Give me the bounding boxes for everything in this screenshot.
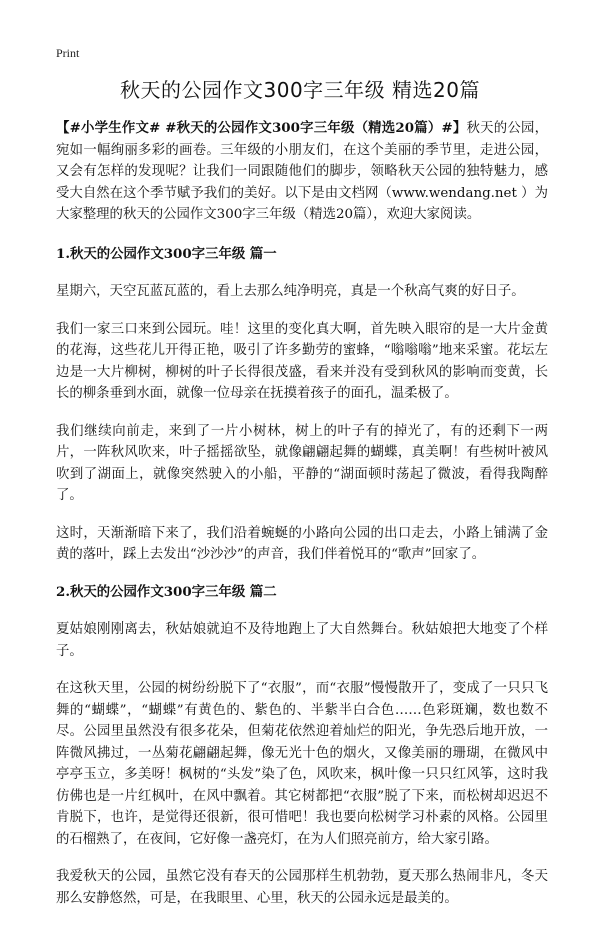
paragraph: 这时，天渐渐暗下来了，我们沿着蜿蜒的小路向公园的出口走去，小路上铺满了金黄的落叶，踩上去发出“沙沙沙”的声音，我们伴着悦耳的“歌声”回家了。: [56, 525, 548, 562]
intro-text: 秋天的公园，宛如一幅绚丽多彩的画卷。三年级的小朋友们，在这个美丽的季节里，走进公园，又会有怎样的发现呢？让我们一同跟随他们的脚步，领略秋天公园的独特魅力，感受大自然在这个季节赋予我们的美好。以下是由文档网（www.wendang.net ）为大家整理的秋天的公园作文300字三年级（精选20篇），欢迎大家阅读。: [56, 121, 548, 222]
section-heading: 1.秋天的公园作文300字三年级 篇一: [56, 245, 277, 262]
paragraph: 夏姑娘刚刚离去，秋姑娘就迫不及待地跑上了大自然舞台。秋姑娘把大地变了个样子。: [56, 622, 548, 659]
paragraph: 我们继续向前走，来到了一片小树林，树上的叶子有的掉光了，有的还剩下一两片，一阵秋风吹来，叶子摇摇欲坠，就像翩翩起舞的蝴蝶，真美啊！有些树叶被风吹到了湖面上，就像突然驶入的小船，平静的“湖面顿时荡起了微波，看得我陶醉了。: [56, 423, 548, 503]
document-body: [56, 118, 548, 925]
section-heading: 2.秋天的公园作文300字三年级 篇二: [56, 583, 277, 600]
intro-paragraph: [56, 118, 548, 226]
paragraph: 我们一家三口来到公园玩。哇！这里的变化真大啊，首先映入眼帘的是一大片金黄的花海，这些花儿开得正艳，吸引了许多勤劳的蜜蜂，“嗡嗡嗡”地来采蜜。花坛左边是一大片柳树，柳树的叶子长得很茂盛，看来并没有受到秋风的影响而变黄，长长的柳条垂到水面，就像一位母亲在抚摸着孩子的面孔，温柔极了。: [56, 321, 548, 401]
page-title: 秋天的公园作文300字三年级 精选20篇: [120, 78, 480, 102]
paragraph: 我爱秋天的公园，虽然它没有春天的公园那样生机勃勃，夏天那么热闹非凡，冬天那么安静悠然，可是，在我眼里、心里，秋天的公园永远是最美的。: [56, 869, 548, 906]
paragraph: 在这秋天里，公园的树纷纷脱下了“衣服”，而“衣服”慢慢散开了，变成了一只只飞舞的“蝴蝶”，“蝴蝶”有黄色的、紫色的、半紫半白合色……色彩斑斓，数也数不尽。公园里虽然没有很多花朵，但菊花依然迎着灿烂的阳光，争先恐后地开放，一阵微风拂过，一丛菊花翩翩起舞，像无光十色的烟火，又像美丽的珊瑚，在微风中亭亭玉立，多美呀！枫树的“头发”染了色，风吹来，枫叶像一只只红风筝，这时我仿佛也是一片红枫叶，在风中飘着。其它树都把“衣服”脱了下来，而松树却迟迟不肯脱下，也许，是觉得还很新，很可惜吧！我也要向松树学习朴素的风格。公园里的石榴熟了，在夜间，它好像一盏亮灯，在为人们照亮前方，给大家引路。: [56, 681, 548, 847]
intro-tag: 【#小学生作文# #秋天的公园作文300字三年级（精选20篇）#】: [56, 120, 467, 136]
print-label: Print: [56, 46, 80, 60]
paragraph: 星期六，天空瓦蓝瓦蓝的，看上去那么纯净明亮，真是一个秋高气爽的好日子。: [56, 284, 525, 299]
